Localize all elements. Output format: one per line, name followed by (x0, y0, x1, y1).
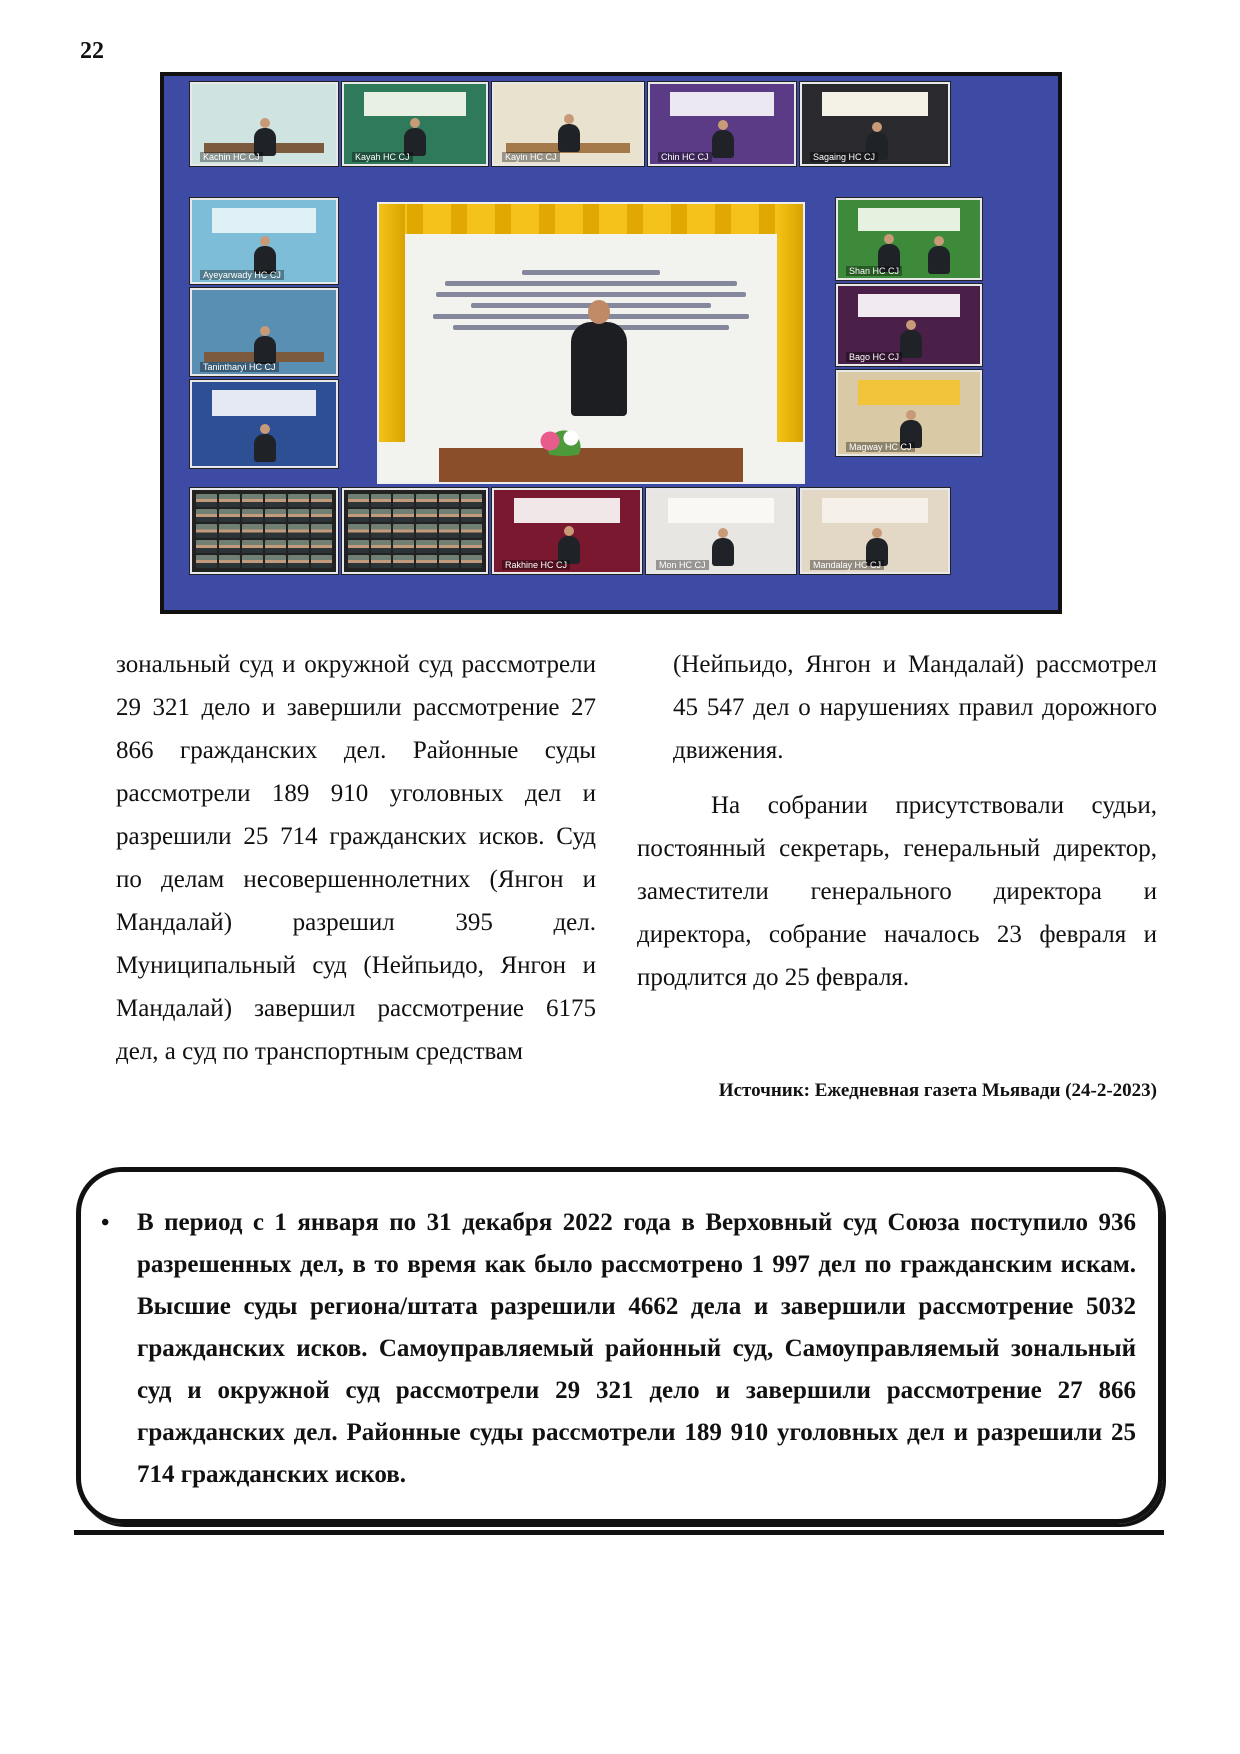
conference-tile (800, 82, 950, 166)
tile-caption: Rakhine HC CJ (502, 560, 570, 570)
banner (668, 498, 773, 523)
participant (254, 434, 276, 462)
banner (822, 92, 927, 116)
banner (822, 498, 927, 523)
banner (858, 208, 960, 231)
banner (212, 390, 316, 415)
podium (439, 448, 743, 482)
conference-tile (836, 284, 982, 366)
tile-caption: Tanintharyi HC CJ (200, 362, 279, 372)
tile-caption: Sagaing HC CJ (810, 152, 878, 162)
conference-tile (342, 82, 488, 166)
conference-tile (190, 198, 338, 284)
tile-caption: Magway HC CJ (846, 442, 915, 452)
summary-item (101, 1202, 1136, 1496)
conference-tile (836, 198, 982, 280)
tile-caption: Kachin HC CJ (200, 152, 263, 162)
yellow-curtain (379, 204, 803, 234)
flower-arrangement (529, 426, 599, 456)
conference-tile (800, 488, 950, 574)
horizontal-rule (74, 1530, 1164, 1535)
conference-tile (190, 82, 338, 166)
yellow-curtain-left (379, 204, 405, 442)
participant-grid (348, 494, 482, 568)
conference-tile (648, 82, 796, 166)
conference-tile (190, 288, 338, 376)
summary-text: В период с 1 января по 31 декабря 2022 года в Верховный суд Союза поступило 936 разрешенных дел, в то время как было рассмотрено 1 997 дел по гражданским искам. Высшие суды региона/штата разрешили 4662 дела и завершили рассмотрение 5032 гражданских исков. Самоуправляемый районный суд, Самоуправляемый зональный суд и окружной суд рассмотрели 29 321 дело и завершили рассмотрение 27 866 гражданских дел. Районные суды рассмотрели 189 910 уголовных дел и разрешили 25 714 гражданских исков. (137, 1209, 1136, 1488)
tile-caption: Kayin HC CJ (502, 152, 560, 162)
banner (858, 380, 960, 405)
participant (928, 246, 950, 274)
conference-grid-tile (190, 488, 338, 574)
tile-caption: Mandalay HC CJ (810, 560, 884, 570)
tile-caption: Ayeyarwady HC CJ (200, 270, 284, 280)
bullet-icon: • (101, 1210, 110, 1236)
source-citation: Источник: Ежедневная газета Мьявади (24-2-2023) (718, 1080, 1157, 1101)
yellow-curtain-right (777, 204, 803, 442)
conference-grid-tile (342, 488, 488, 574)
video-conference-photo (160, 72, 1062, 614)
tile-caption: Bago HC CJ (846, 352, 902, 362)
article-paragraph: (Нейпьидо, Янгон и Мандалай) рассмотрел 45 547 дел о нарушениях правил дорожного движения. (673, 651, 1157, 764)
conference-tile (836, 370, 982, 456)
banner (858, 294, 960, 317)
tile-caption: Chin HC CJ (658, 152, 712, 162)
participant (712, 130, 734, 158)
main-speaker-tile (377, 202, 805, 484)
article-paragraph: зональный суд и окружной суд рассмотрели 29 321 дело и завершили рассмотрение 27 866 гражданских дел. Районные суды рассмотрели 189 910 уголовных дел и разрешили 25 714 гражданских исков. Суд по делам несовершеннолетних (Янгон и Мандалай) разрешил 395 дел. Муниципальный суд (Нейпьидо, Янгон и Мандалай) завершил рассмотрение 6175 дел, а суд по транспортным средствам (116, 651, 596, 1065)
tile-caption: Kayah HC CJ (352, 152, 413, 162)
banner (212, 208, 316, 233)
article-right-column (637, 643, 1157, 999)
banner (670, 92, 774, 116)
summary-box (76, 1167, 1163, 1524)
page-number: 22 (80, 38, 104, 64)
participant-grid (196, 494, 332, 568)
conference-tile (646, 488, 796, 574)
participant (900, 330, 922, 358)
speaker (571, 322, 627, 416)
participant (712, 538, 734, 566)
conference-tile (190, 380, 338, 468)
conference-tile (492, 488, 642, 574)
tile-caption: Mon HC CJ (656, 560, 709, 570)
article-left-column (116, 643, 596, 1073)
conference-tile (492, 82, 644, 166)
banner (514, 498, 619, 523)
banner (364, 92, 466, 116)
article-paragraph: На собрании присутствовали судьи, постоянный секретарь, генеральный директор, заместители генерального директора и директора, собрание началось 23 февраля и продлится до 25 февраля. (637, 792, 1157, 991)
participant (254, 336, 276, 364)
participant (558, 124, 580, 152)
tile-caption: Shan HC CJ (846, 266, 902, 276)
